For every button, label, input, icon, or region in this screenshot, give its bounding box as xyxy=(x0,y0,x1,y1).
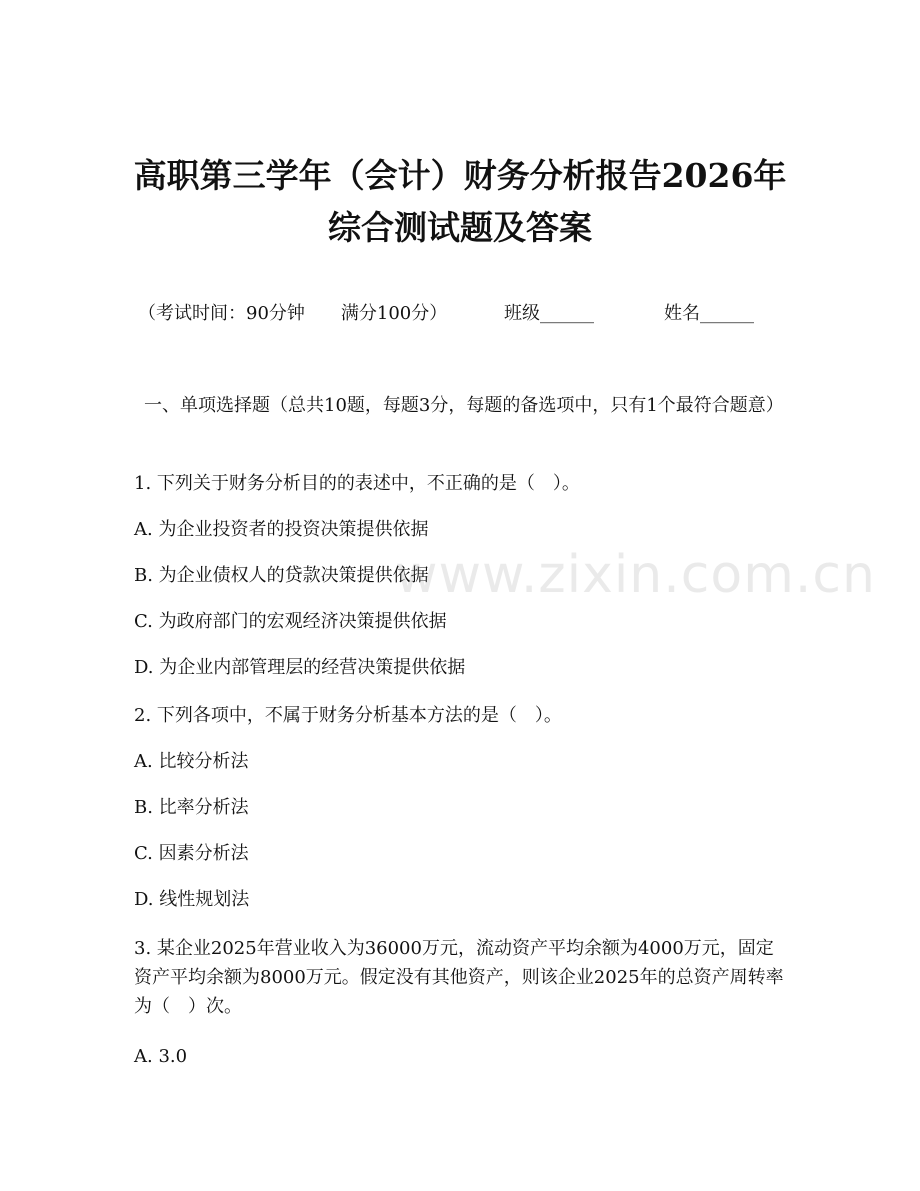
document-title xyxy=(100,150,820,254)
title-line-1: 高职第三学年（会计）财务分析报告2026年 xyxy=(133,156,787,195)
exam-meta xyxy=(138,300,754,328)
section-heading: 一、单项选择题（总共10题，每题3分，每题的备选项中，只有1个最符合题意） xyxy=(144,395,784,416)
class-field-label: 班级______ xyxy=(504,303,594,324)
question-2-option-b: B. 比率分析法 xyxy=(134,797,249,818)
question-2-option-c: C. 因素分析法 xyxy=(134,843,249,864)
question-3-stem: 3. 某企业2025年营业收入为36000万元，流动资产平均余额为4000万元，固定资产平均余额为8000万元。假定没有其他资产，则该企业2025年的总资产周转率为（ ）次。 xyxy=(134,938,784,1017)
question-2-stem: 2. 下列各项中，不属于财务分析基本方法的是（ ）。 xyxy=(134,705,562,726)
question-1-option-d: D. 为企业内部管理层的经营决策提供依据 xyxy=(134,657,466,678)
question-2-option-a: A. 比较分析法 xyxy=(134,751,249,772)
title-line-2: 综合测试题及答案 xyxy=(328,208,592,247)
question-1-option-b: B. 为企业债权人的贷款决策提供依据 xyxy=(134,565,429,586)
question-1-option-c: C. 为政府部门的宏观经济决策提供依据 xyxy=(134,611,447,632)
name-field-label: 姓名______ xyxy=(664,303,754,324)
question-3-option-a: A. 3.0 xyxy=(134,1046,188,1067)
question-2-option-d: D. 线性规划法 xyxy=(134,889,250,910)
question-1-option-a: A. 为企业投资者的投资决策提供依据 xyxy=(134,519,429,540)
exam-time-info: （考试时间：90分钟 满分100分） xyxy=(138,303,448,324)
question-1-stem: 1. 下列关于财务分析目的的表述中，不正确的是（ ）。 xyxy=(134,473,580,494)
watermark: www.zixin.com.cn xyxy=(395,545,876,605)
